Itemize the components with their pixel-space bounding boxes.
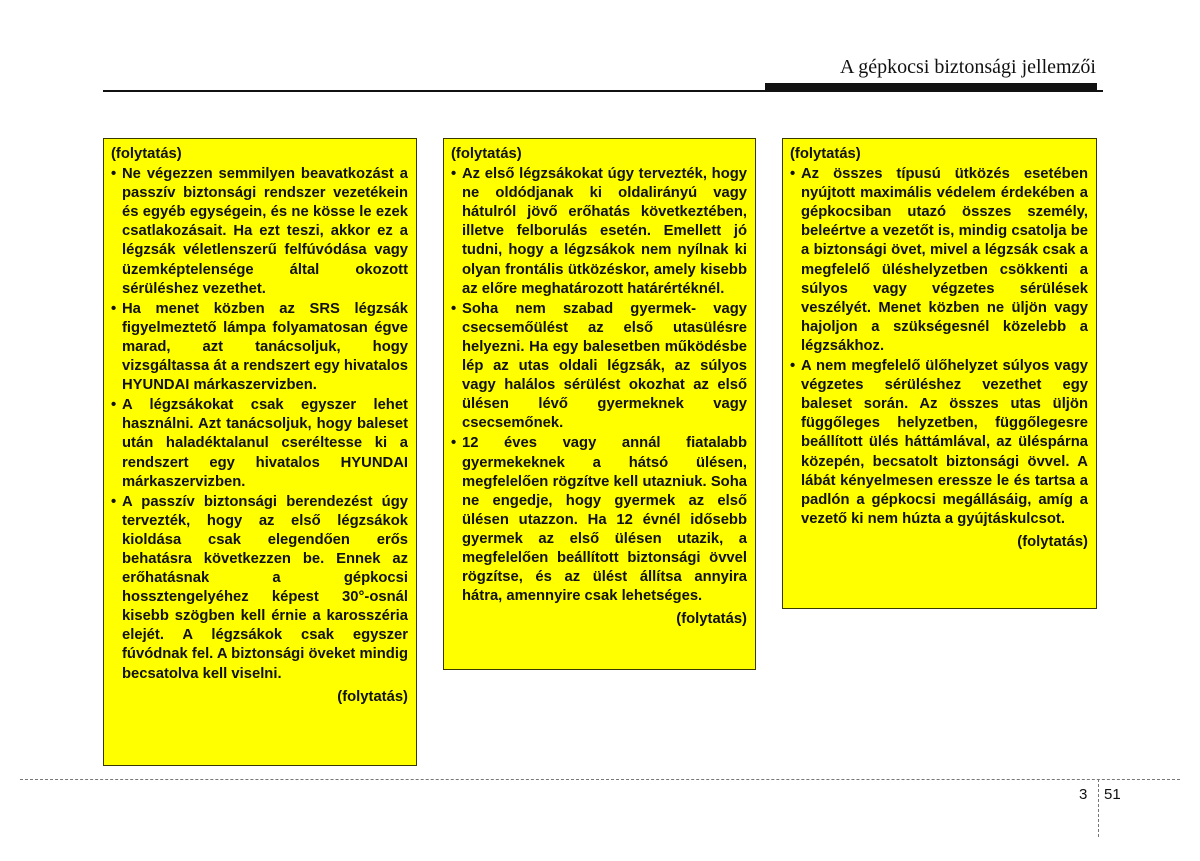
warning-item: • Ne végezzen semmilyen beavatkozást a passzív biztonsági rendszer vezetékein és egyéb egységein, és ne kösse le ezek csatlakozásait. Ha ezt teszi, akkor ez a légzsák véletlenszerű felfúvódása vagy üzemképtelensége által okozott sérüléshez vezethet. xyxy=(111,165,408,299)
page-header-title: A gépkocsi biztonsági jellemzői xyxy=(839,56,1096,78)
warning-item: • A nem megfelelő ülőhelyzet súlyos vagy végzetes sérüléshez vezethet egy baleset során. Az összes utas üljön függőleges helyzetben, függőlegesre beállított ülés háttámlával, az üléspárna közepén, becsatolt biztonsági övvel. A lábát kényelmesen eressze le és tartsa a padlón a gépkocsi megállásáig, amíg a vezető ki nem húzta a gyújtáskulcsot. xyxy=(790,357,1088,529)
header-rule-thick xyxy=(765,83,1097,92)
warning-item: • Az első légzsákokat úgy tervezték, hogy ne oldódjanak ki oldalirányú vagy hátulról jövő erőhatás következtében, illetve felborulás esetén. Emellett jó tudni, hogy a légzsákok nem nyílnak ki olyan frontális ütközéskor, amely kisebb az előre meghatározott határértéknél. xyxy=(451,165,747,299)
page-number: 51 xyxy=(1104,786,1121,803)
warning-list xyxy=(451,165,747,606)
warning-item: • Soha nem szabad gyermek- vagy csecsemőülést az első utasülésre helyezni. Ha egy balesetben működésbe lép az utas oldali légzsák, az súlyos vagy halálos sérülést okozhat az első ülésen lévő gyermeknek vagy csecsemőnek. xyxy=(451,300,747,434)
warning-item: • A légzsákokat csak egyszer lehet használni. Azt tanácsoljuk, hogy baleset után haladéktalanul cseréltesse ki a rendszert egy hivatalos HYUNDAI márkaszervizben. xyxy=(111,396,408,491)
continued-label-top: (folytatás) xyxy=(111,146,182,162)
chapter-number: 3 xyxy=(1079,786,1088,803)
footer-divider xyxy=(20,779,1180,780)
warning-item: • Az összes típusú ütközés esetében nyújtott maximális védelem érdekében a gépkocsiban utazó összes személy, beleértve a vezetőt is, mindig csatolja be a biztonsági övet, mivel a légzsák csak a megfelelő üléshelyzetben csökkenti a súlyos vagy végzetes sérülések veszélyét. Menet közben ne üljön vagy hajoljon a szükségesnél közelebb a légzsákhoz. xyxy=(790,165,1088,356)
warning-box-3 xyxy=(782,138,1097,609)
warning-item: • 12 éves vagy annál fiatalabb gyermekeknek a hátsó ülésen, megfelelően rögzítve kell utazniuk. Soha ne engedje, hogy gyermek az első ülésen utazzon. Ha 12 évnél idősebb gyermek az első ülésen utazik, a megfelelően beállított biztonsági övvel rögzítse, és az ülést állítsa annyira hátra, amennyire csak lehetséges. xyxy=(451,434,747,606)
warning-list xyxy=(111,165,408,684)
warning-list xyxy=(790,165,1088,529)
continued-label-bottom: (folytatás) xyxy=(676,611,747,628)
continued-label-bottom: (folytatás) xyxy=(1017,533,1088,550)
continued-label-bottom: (folytatás) xyxy=(337,688,408,705)
warning-box-1 xyxy=(103,138,417,766)
continued-label-top: (folytatás) xyxy=(790,146,861,162)
warning-item: • A passzív biztonsági berendezést úgy tervezték, hogy az első légzsákok kioldása csak elegendően erős behatásra következzen be. Ennek az erőhatásnak a gépkocsi hossztengelyéhez képest 30°-osnál kisebb szögben kell érnie a karosszéria elejét. A légzsákok csak egyszer fúvódnak fel. A biztonsági öveket mindig becsatolva kell viselni. xyxy=(111,493,408,684)
continued-label-top: (folytatás) xyxy=(451,146,522,162)
warning-box-2 xyxy=(443,138,756,670)
warning-item: • Ha menet közben az SRS légzsák figyelmeztető lámpa folyamatosan égve marad, azt tanácsoljuk, hogy vizsgáltassa át a rendszert egy hivatalos HYUNDAI márkaszervizben. xyxy=(111,300,408,395)
footer-page-divider xyxy=(1098,779,1099,837)
